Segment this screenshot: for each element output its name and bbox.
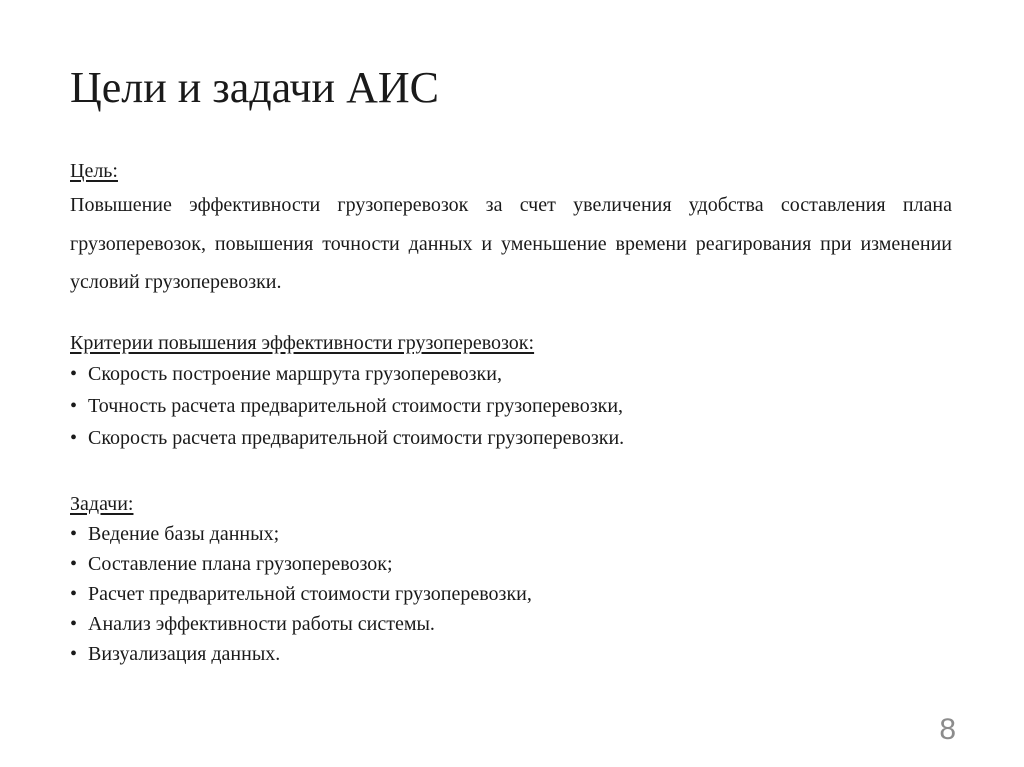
- bullet: •: [70, 522, 78, 545]
- list-item: [70, 609, 952, 639]
- bullet: •: [70, 362, 78, 385]
- bullet: •: [70, 426, 78, 449]
- goal-text: Повышение эффективности грузоперевозок за счет увеличения удобства составления плана грузоперевозок, повышения точности данных и уменьшение времени реагирования при изменении условий грузоперевозки.: [70, 194, 952, 293]
- list-item: [70, 390, 952, 422]
- list-item: [70, 422, 952, 454]
- slide-content: [70, 156, 952, 669]
- list-item-text: Скорость построение маршрута грузоперевозки,: [88, 362, 502, 385]
- list-item: [70, 549, 952, 579]
- list-item-text: Точность расчета предварительной стоимости грузоперевозки,: [88, 394, 624, 417]
- criteria-list: [70, 358, 952, 454]
- list-item: [70, 639, 952, 669]
- list-item-text: Составление плана грузоперевозок;: [88, 552, 393, 575]
- tasks-list: [70, 519, 952, 669]
- list-item-text: Анализ эффективности работы системы.: [88, 612, 435, 635]
- page-number: 8: [939, 713, 956, 746]
- bullet: •: [70, 612, 78, 635]
- bullet: •: [70, 552, 78, 575]
- list-item-text: Визуализация данных.: [88, 642, 281, 665]
- goal-heading: Цель:: [70, 160, 118, 182]
- bullet: •: [70, 642, 78, 665]
- tasks-heading: Задачи:: [70, 492, 134, 515]
- list-item: [70, 519, 952, 549]
- criteria-heading: Критерии повышения эффективности грузоперевозок:: [70, 331, 535, 354]
- list-item: [70, 358, 952, 390]
- list-item-text: Скорость расчета предварительной стоимости грузоперевозки.: [88, 426, 625, 449]
- bullet: •: [70, 394, 78, 417]
- list-item: [70, 579, 952, 609]
- bullet: •: [70, 582, 78, 605]
- list-item-text: Ведение базы данных;: [88, 522, 280, 545]
- list-item-text: Расчет предварительной стоимости грузоперевозки,: [88, 582, 532, 605]
- slide-title: Цели и задачи АИС: [70, 63, 439, 112]
